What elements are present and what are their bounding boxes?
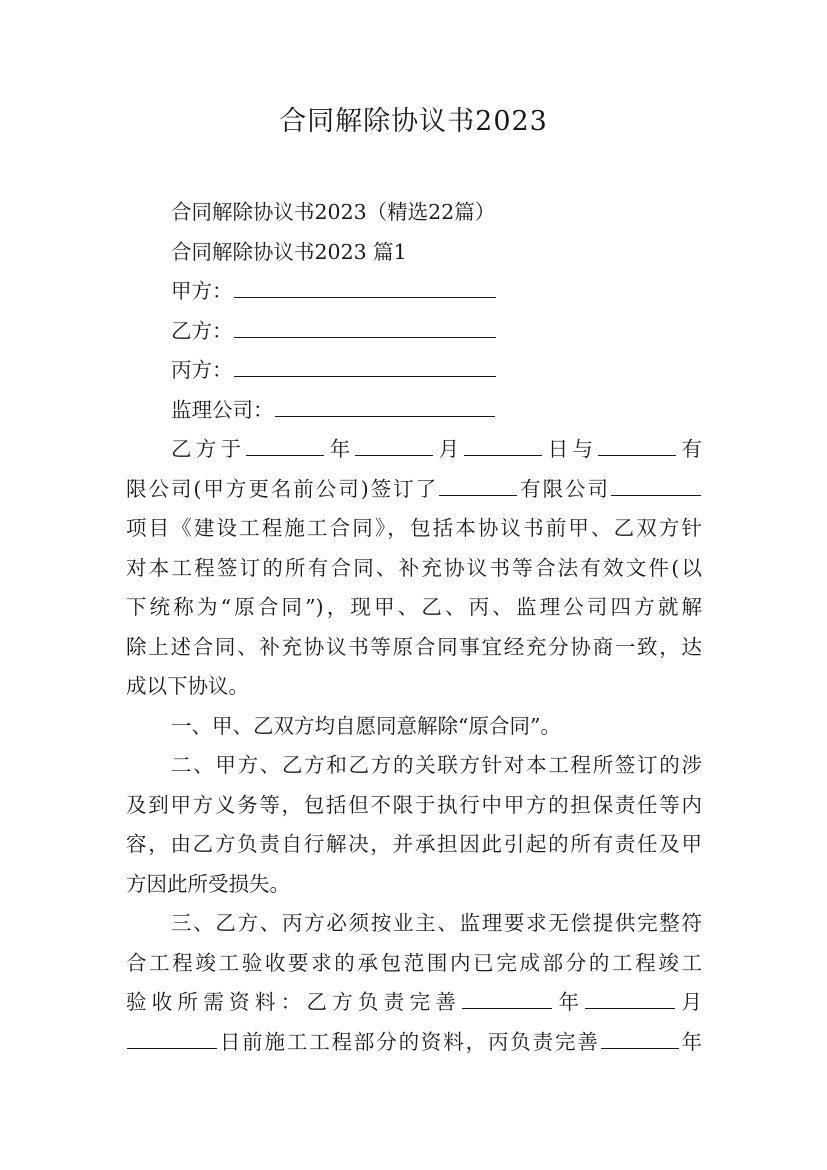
intro-blank [246,433,324,456]
supervisor-blank [275,394,495,417]
clause-1: 一、甲、乙双方均自愿同意解除“原合同”。 [171,713,561,738]
intro-line-1 [126,430,702,470]
clause-2-line-2: 及到甲方义务等，包括但不限于执行中甲方的担保责任等内 [126,792,702,817]
clause-3-line-2: 合工程竣工验收要求的承包范围内已完成部分的工程竣工 [126,950,702,975]
supervisor-line [126,391,702,431]
intro-text: 年 [325,437,355,461]
clause-blank [127,1026,217,1049]
intro-text: 乙方于 [171,437,246,461]
document-body [126,193,702,1062]
intro-line-7: 成以下协议。 [126,674,249,698]
clause-text: 月 [676,990,702,1014]
clause-blank [601,1026,679,1049]
supervisor-label: 监理公司： [171,397,274,422]
intro-blank [611,473,701,496]
document-title: 合同解除协议书2023 [279,106,548,137]
section-heading: 合同解除协议书2023 篇1 [171,239,407,264]
clause-text: 年 [553,990,585,1014]
intro-text: 月 [434,437,464,461]
intro-blank [439,473,517,496]
clause-text: 验收所需资料：乙方负责完善 [126,990,462,1014]
clause-3-line-3 [126,983,702,1023]
intro-text: 日与 [543,437,598,461]
party-b-line [126,312,702,352]
clause-3-line-4 [126,1023,702,1063]
party-c-blank [234,354,496,377]
intro-blank [464,433,542,456]
intro-line-6: 除上述合同、补充协议书等原合同事宜经充分协商一致，达 [126,634,702,659]
clause-2-line-4: 方因此所受损失。 [126,871,290,896]
intro-text: 限公司(甲方更名前公司)签订了 [126,476,439,501]
party-a-label: 甲方： [171,279,233,303]
intro-line-5: 下统称为“原合同”)，现甲、乙、丙、监理公司四方就解 [126,595,702,619]
intro-blank [355,433,433,456]
clause-2-line-1: 二、甲方、乙方和乙方的关联方针对本工程所签订的涉 [171,753,702,777]
intro-line-4: 对本工程签订的所有合同、补充协议书等合法有效文件(以 [126,555,702,580]
clause-3-line-1: 三、乙方、丙方必须按业主、监理要求无偿提供完整符 [171,911,702,935]
intro-text: 有限公司 [518,476,610,501]
party-b-label: 乙方： [171,318,233,343]
party-a-line [126,272,702,312]
intro-text: 有 [677,437,703,461]
clause-blank [462,986,552,1009]
party-b-blank [234,315,496,338]
party-c-line [126,351,702,391]
party-a-blank [234,275,496,298]
clause-text: 日前施工工程部分的资料，丙负责完善 [218,1029,600,1054]
clause-2-line-3: 容，由乙方负责自行解决，并承担因此引起的所有责任及甲 [126,832,702,856]
subtitle: 合同解除协议书2023（精选22篇） [171,200,496,224]
intro-line-2 [126,470,702,510]
clause-text: 年 [679,1029,703,1054]
intro-line-3: 项目《建设工程施工合同》，包括本协议书前甲、乙双方针 [126,516,702,540]
clause-blank [585,986,675,1009]
party-c-label: 丙方： [171,358,233,382]
intro-blank [598,433,676,456]
